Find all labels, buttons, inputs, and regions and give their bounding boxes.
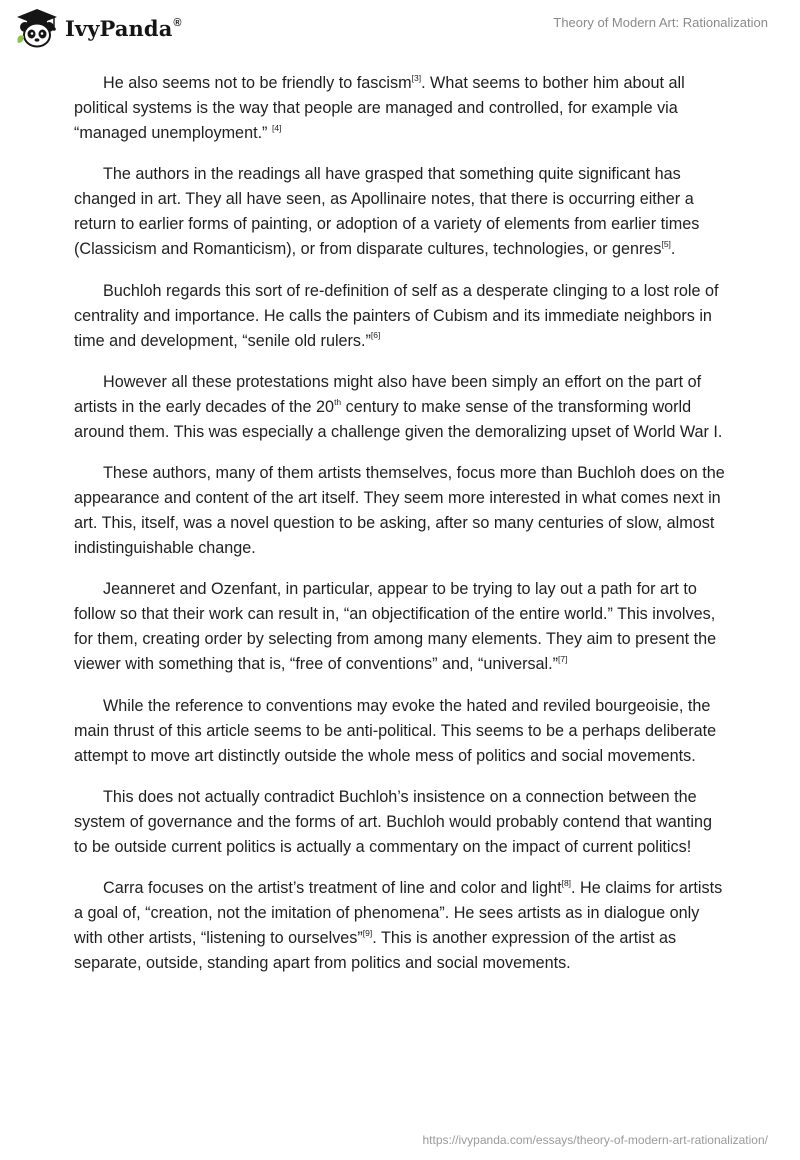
paragraph-text: The authors in the readings all have grasped that something quite significant has changed in art. They all have seen, as Apollinaire notes, that there is occurring either a return to earlier forms of painting, or adoption of a variety of elements from earlier times (Classicism and Romanticism), or from disparate cultures, technologies, or genres — [74, 165, 700, 259]
paragraph-text: Jeanneret and Ozenfant, in particular, appear to be trying to lay out a path for art to follow so that their work can result in, “an objectification of the entire world.” This involves, for them, creating order by selecting from among many elements. They aim to present the viewer with something that is, “free of conventions” and, “universal.” — [74, 580, 717, 674]
paragraph-text: Buchloh regards this sort of re-definition of self as a desperate clinging to a lost role of centrality and importance. He calls the painters of Cubism and its immediate neighbors in time and development, “senile old rulers.” — [74, 281, 719, 350]
paragraph-text: . — [670, 240, 676, 259]
paragraph-text: . What seems to bother him about all political systems is the way that people are managed and controlled, for example via “managed unemployment.” — [74, 74, 685, 142]
footnote-reference[interactable]: [5] — [661, 238, 671, 249]
essay-paragraph — [74, 461, 726, 561]
page-header — [0, 0, 800, 60]
document-title: Theory of Modern Art: Rationalization — [553, 15, 768, 30]
essay-paragraph — [74, 162, 726, 262]
essay-body — [74, 71, 726, 993]
paragraph-text: . He claims for artists a goal of, “creation, not the imitation of phenomena”. He sees artists as in dialogue only with other artists, “listening to ourselves” — [74, 879, 723, 948]
essay-paragraph — [74, 694, 726, 769]
source-url: https://ivypanda.com/essays/theory-of-modern-art-rationalization/ — [422, 1133, 768, 1147]
paragraph-text: . This is another expression of the artist as separate, outside, standing apart from politics and social movements. — [74, 929, 677, 973]
paragraph-text: century to make sense of the transforming world around them. This was especially a challenge given the demoralizing upset of World War I. — [74, 397, 723, 441]
footnote-reference[interactable]: [4] — [271, 122, 282, 133]
essay-paragraph — [74, 370, 726, 445]
essay-paragraph — [74, 71, 726, 146]
paragraph-text: This does not actually contradict Buchloh’s insistence on a connection between the system of governance and the forms of art. Buchloh would probably contend that wanting to be outside current politics is actually a commentary on the impact of current politics! — [74, 788, 712, 857]
essay-paragraph — [74, 279, 726, 354]
footnote-reference[interactable]: [8] — [561, 877, 572, 888]
essay-paragraph — [74, 785, 726, 860]
paragraph-text: These authors, many of them artists themselves, focus more than Buchloh does on the appearance and content of the art itself. They seem more interested in what comes next in art. This, itself, was a novel question to be asking, after so many centuries of slow, almost indistinguishable change. — [74, 464, 725, 558]
footnote-reference[interactable]: [7] — [558, 654, 568, 665]
footnote-reference[interactable]: [6] — [370, 330, 381, 341]
brand-logo[interactable] — [14, 7, 182, 49]
paragraph-text: Carra focuses on the artist’s treatment of line and color and light — [103, 879, 562, 898]
registered-mark: ® — [173, 16, 182, 29]
footnote-reference[interactable]: th — [334, 396, 342, 407]
paragraph-text: While the reference to conventions may evoke the hated and reviled bourgeoisie, the main thrust of this article seems to be anti-political. This seems to be a perhaps deliberate attempt to move art distinctly outside the whole mess of politics and social movements. — [74, 696, 717, 765]
essay-paragraph — [74, 876, 726, 976]
footnote-reference[interactable]: [9] — [362, 927, 373, 938]
paragraph-text: He also seems not to be friendly to fascism — [103, 74, 412, 92]
brand-name: IvyPanda® — [65, 15, 182, 41]
paragraph-text: However all these protestations might also have been simply an effort on the part of artists in the early decades of the 20 — [74, 372, 702, 416]
essay-paragraph — [74, 577, 726, 677]
panda-graduate-logo-icon — [14, 7, 60, 49]
footnote-reference[interactable]: [3] — [411, 72, 422, 83]
